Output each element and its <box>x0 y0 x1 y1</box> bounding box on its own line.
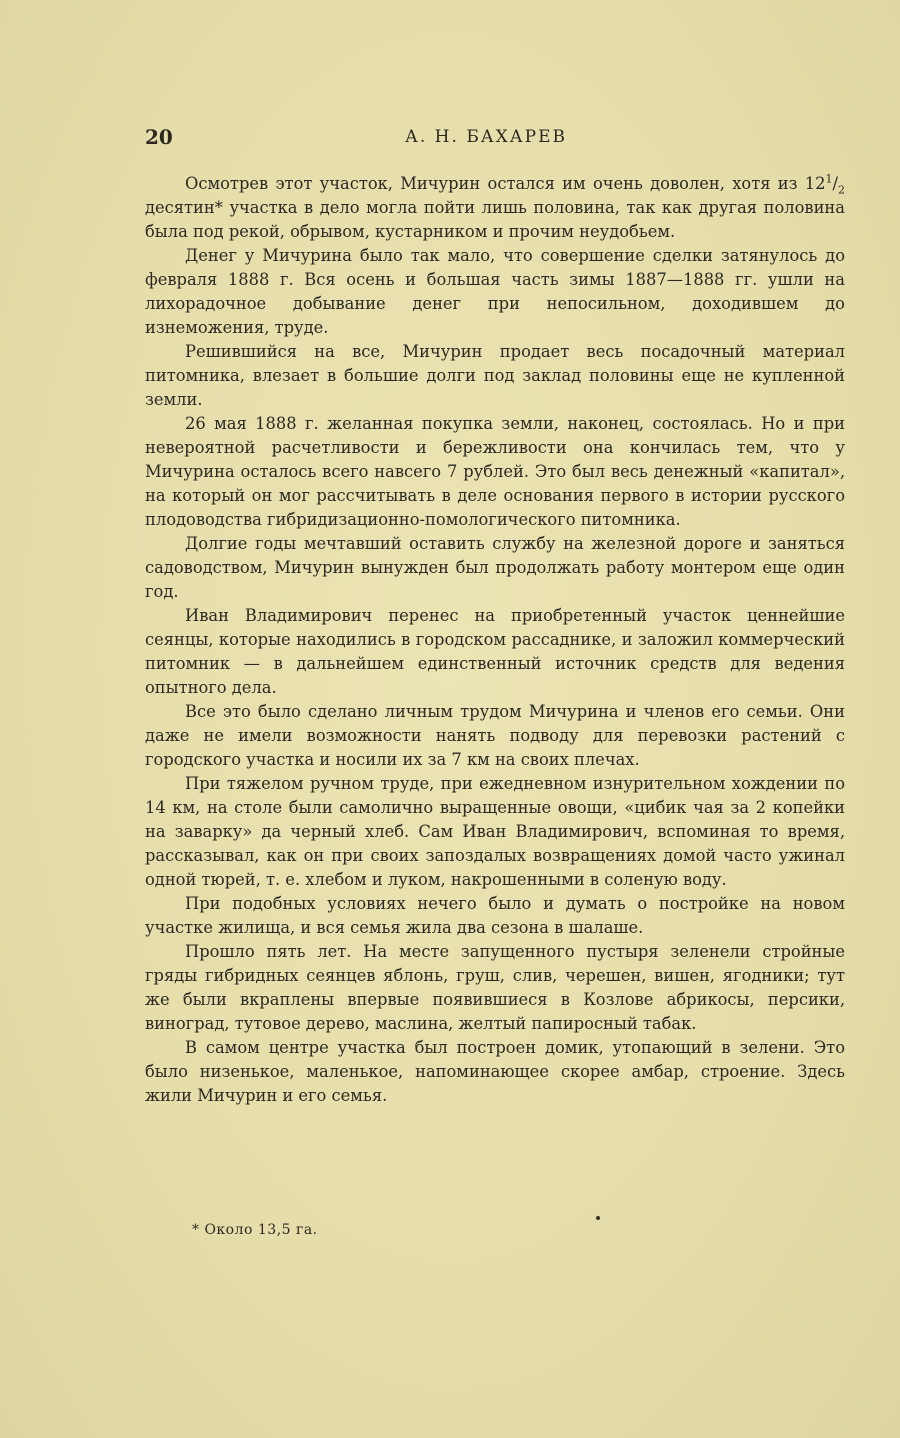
paragraph: Осмотрев этот участок, Мичурин остался им очень доволен, хотя из $12^1/_2$ десятин* участка в дело могла пойти лишь половина, так как другая половина была под рекой, обрывом, кустарником и прочим неудобьем. <box>145 172 845 241</box>
footnote: * Около 13,5 га. <box>192 1222 318 1238</box>
page-header <box>145 125 845 155</box>
paragraph: При подобных условиях нечего было и думать о постройке на новом участке жилища, и вся семья жила два сезона в шалаше. <box>145 894 845 937</box>
print-speck <box>596 1216 600 1220</box>
body-text <box>145 172 845 1108</box>
paragraph: В самом центре участка был построен домик, утопающий в зелени. Это было низенькое, маленькое, напоминающее скорее амбар, строение. Здесь жили Мичурин и его семья. <box>145 1038 845 1105</box>
paragraph: Все это было сделано личным трудом Мичурина и членов его семьи. Они даже не имели возможности нанять подводу для перевозки растений с городского участка и носили их за 7 км на своих плечах. <box>145 702 845 769</box>
paragraph: Долгие годы мечтавший оставить службу на железной дороге и заняться садоводством, Мичурин вынужден был продолжать работу монтером еще один год. <box>145 534 845 601</box>
paragraph: Прошло пять лет. На месте запущенного пустыря зеленели стройные гряды гибридных сеянцев яблонь, груш, слив, черешен, вишен, ягодники; тут же были вкраплены впервые появившиеся в Козлове абрикосы, персики, виноград, тутовое дерево, маслина, желтый папиросный табак. <box>145 942 845 1033</box>
paragraph: 26 мая 1888 г. желанная покупка земли, наконец, состоялась. Но и при невероятной расчетливости и бережливости она кончилась тем, что у Мичурина осталось всего навсего 7 рублей. Это был весь денежный «капитал», на который он мог рассчитывать в деле основания первого в истории русского плодоводства гибридизационно-помологического питомника. <box>145 414 845 529</box>
paragraph: Денег у Мичурина было так мало, что совершение сделки затянулось до февраля 1888 г. Вся осень и большая часть зимы 1887—1888 гг. ушли на лихорадочное добывание денег при непосильном, доходившем до изнеможения, труде. <box>145 246 845 337</box>
paragraph: При тяжелом ручном труде, при ежедневном изнурительном хождении по 14 км, на столе были самолично выращенные овощи, «цибик чая за 2 копейки на заварку» да черный хлеб. Сам Иван Владимирович, вспоминая то время, рассказывал, как он при своих запоздалых возвращениях домой часто ужинал одной тюрей, т. е. хлебом и луком, накрошенными в соленую воду. <box>145 774 845 889</box>
running-head: А. Н. БАХАРЕВ <box>405 127 567 147</box>
page-number: 20 <box>145 125 173 149</box>
paragraph: Иван Владимирович перенес на приобретенный участок ценнейшие сеянцы, которые находились в городском рассаднике, и заложил коммерческий питомник — в дальнейшем единственный источник средств для ведения опытного дела. <box>145 606 845 697</box>
paragraph: Решившийся на все, Мичурин продает весь посадочный материал питомника, влезает в большие долги под заклад половины еще не купленной земли. <box>145 342 845 409</box>
